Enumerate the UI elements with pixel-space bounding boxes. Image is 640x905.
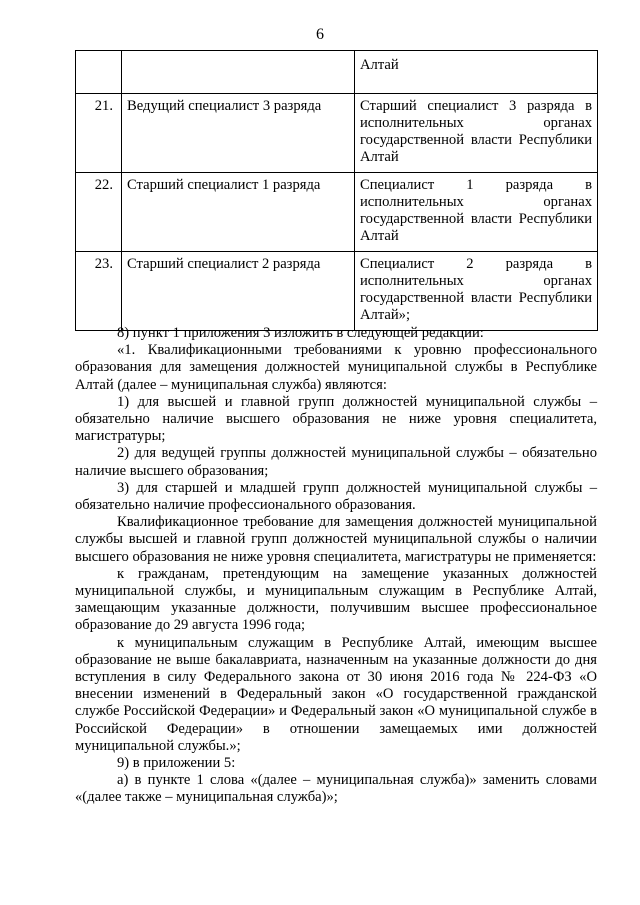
page-number: 6 [316, 26, 324, 43]
municipal-position: Старший специалист 2 разряда [122, 252, 355, 331]
state-position-equivalent: Алтай [355, 51, 598, 94]
paragraph: 9) в приложении 5: [117, 755, 236, 772]
paragraph: к муниципальным служащим в Республике Алтай, имеющим высшее образование не выше бакалавриата, назначенным на указанные должности до дня вступления в силу Федерального закона от 30 июня 2016 года № 224-ФЗ «О внесении изменений в Федеральный закон «О государственной гражданской службе Российской Федерации» и Федеральный закон «О муниципальной службе в Российской Федерации» в отношении замещаемых ими должностей муниципальной службы.»; [75, 634, 597, 754]
row-number: 23. [76, 252, 122, 331]
table-row [76, 173, 598, 252]
paragraph: а) в пункте 1 слова «(далее – муниципальная служба)» заменить словами «(далее также – муниципальная служба)»; [75, 772, 597, 806]
paragraph: 1) для высшей и главной групп должностей муниципальной службы – обязательно наличие высшего образования не ниже уровня специалитета, магистратуры; [75, 393, 597, 445]
state-position-equivalent: Специалист 2 разряда в исполнительных органах государственной власти Республики Алтай»; [355, 252, 598, 331]
row-number [76, 51, 122, 94]
state-position-equivalent: Специалист 1 разряда в исполнительных органах государственной власти Республики Алтай [355, 173, 598, 252]
paragraph: 8) пункт 1 приложения 3 изложить в следующей редакции: [117, 325, 484, 341]
municipal-position: Старший специалист 1 разряда [122, 173, 355, 252]
row-number: 21. [76, 94, 122, 173]
paragraph: Квалификационное требование для замещения должностей муниципальной службы высшей и главной групп должностей муниципальной службы о наличии высшего образования не ниже уровня специалитета, магистратуры не применяется: [75, 514, 597, 565]
paragraph: «1. Квалификационными требованиями к уровню профессионального образования для замещения должностей муниципальной службы в Республике Алтай (далее – муниципальная служба) являются: [75, 342, 597, 393]
municipal-position [122, 51, 355, 94]
paragraph: 3) для старшей и младшей групп должностей муниципальной службы – обязательно наличие профессионального образования. [75, 479, 597, 514]
table-row [76, 252, 598, 331]
table-row [76, 51, 598, 94]
paragraph: 2) для ведущей группы должностей муниципальной службы – обязательно наличие высшего образования; [75, 445, 597, 479]
body-text [75, 325, 597, 807]
paragraph: к гражданам, претендующим на замещение указанных должностей муниципальной службы, и муниципальным служащим в Республике Алтай, замещающим указанные должности, получившим высшее профессиональное образование до 29 августа 1996 года; [75, 565, 597, 634]
state-position-equivalent: Старший специалист 3 разряда в исполнительных органах государственной власти Республики Алтай [355, 94, 598, 173]
positions-table [75, 50, 598, 331]
municipal-position: Ведущий специалист 3 разряда [122, 94, 355, 173]
row-number: 22. [76, 173, 122, 252]
table-row [76, 94, 598, 173]
